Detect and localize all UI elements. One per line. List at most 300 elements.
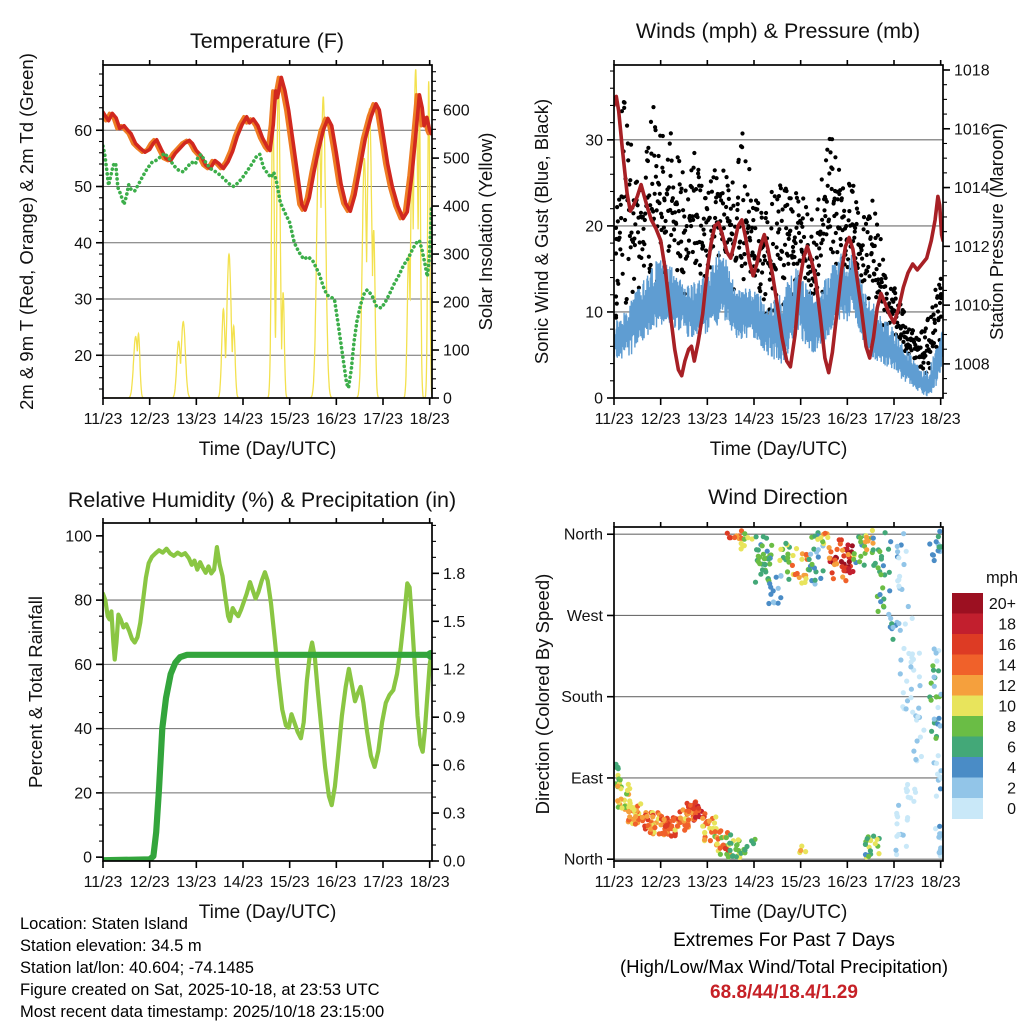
- gust-dot: [821, 238, 825, 242]
- gust-dot: [793, 235, 797, 239]
- solar_insolation-line: [103, 69, 432, 398]
- wind-direction-dot: [652, 825, 657, 830]
- gust-dot: [671, 196, 675, 200]
- y-tick-label: 0: [594, 390, 603, 408]
- gust-dot: [758, 289, 762, 293]
- wind-direction-dot: [841, 553, 846, 558]
- wind-direction-dot: [785, 555, 790, 560]
- wind-direction-dot: [896, 621, 901, 626]
- gust-dot: [820, 218, 824, 222]
- gust-dot: [639, 256, 643, 260]
- wind-direction-dot: [764, 536, 769, 541]
- gust-dot: [689, 224, 693, 228]
- wind-direction-dot: [932, 558, 937, 563]
- gust-dot: [667, 185, 671, 189]
- gust-dot: [742, 252, 746, 256]
- gust-dot: [887, 301, 891, 305]
- y-tick-label: 30: [585, 132, 603, 150]
- gust-dot: [867, 296, 871, 300]
- x-tick-label: 11/23: [83, 874, 123, 891]
- x-tick-label: 18/23: [409, 411, 450, 428]
- wind-direction-dot: [894, 821, 899, 826]
- gust-dot: [936, 309, 940, 313]
- gust-dot: [824, 232, 828, 236]
- y-tick-label: 1018: [954, 62, 990, 80]
- gust-dot: [928, 350, 932, 354]
- y-tick-label: 1.8: [443, 565, 466, 583]
- wind-direction-dot: [904, 679, 909, 684]
- gust-dot: [780, 207, 784, 211]
- x-tick-label: 15/23: [780, 874, 821, 891]
- gust-dot: [870, 251, 874, 255]
- wind-direction-dot: [937, 824, 942, 829]
- wind-direction-dot: [799, 557, 804, 562]
- y-tick-label: 1016: [954, 121, 990, 139]
- gust-dot: [831, 240, 835, 244]
- y-tick-label: 1.2: [443, 661, 466, 679]
- gust-dot: [777, 194, 781, 198]
- gust-dot: [740, 264, 744, 268]
- extremes-values: 68.8/44/18.4/1.29: [710, 982, 858, 1003]
- y-tick-label: 10: [585, 304, 603, 322]
- gust-dot: [639, 211, 643, 215]
- gust-dot: [678, 182, 682, 186]
- x-tick-label: 12/23: [640, 411, 681, 428]
- gust-dot: [697, 175, 701, 179]
- wind-direction-dot: [776, 586, 781, 591]
- gust-dot: [675, 202, 679, 206]
- gust-dot: [833, 155, 837, 159]
- wind-direction-dot: [730, 854, 735, 859]
- wind-direction-dot: [821, 568, 826, 573]
- y-tick-label: 60: [74, 656, 92, 674]
- gust-dot: [655, 208, 659, 212]
- gust-dot: [924, 326, 928, 330]
- extremes-summary: [574, 928, 994, 1006]
- gust-dot: [721, 191, 725, 195]
- gust-dot: [872, 272, 876, 276]
- wind-direction-dot: [678, 815, 683, 820]
- wind-direction-dot: [756, 554, 761, 559]
- legend-swatch: [952, 778, 983, 799]
- gust-dot: [933, 328, 937, 332]
- y-axis-title-left: 2m & 9m T (Red, Orange) & 2m Td (Green): [16, 53, 37, 410]
- gust-dot: [893, 291, 897, 295]
- wind-direction-dot: [628, 801, 633, 806]
- gust-dot: [894, 297, 898, 301]
- gust-dot: [810, 217, 814, 221]
- wind-direction-dot: [888, 539, 893, 544]
- gust-dot: [839, 243, 843, 247]
- wind-direction-dot: [760, 567, 765, 572]
- wind-direction-dot: [767, 581, 772, 586]
- y-tick-label: 1012: [954, 238, 990, 256]
- wind-direction-dot: [715, 841, 720, 846]
- gust-dot: [667, 244, 671, 248]
- gust-dot: [883, 284, 887, 288]
- legend-label: 0: [1007, 800, 1016, 818]
- wind-direction-dot: [898, 657, 903, 662]
- gust-dot: [681, 208, 685, 212]
- wind-direction-dot: [839, 559, 844, 564]
- gust-dot: [645, 150, 649, 154]
- chart-title: Temperature (F): [189, 29, 345, 53]
- x-tick-label: 11/23: [83, 411, 123, 428]
- legend-label: 8: [1007, 718, 1016, 736]
- wind-direction-dot: [727, 841, 732, 846]
- wind-direction-dot: [803, 576, 808, 581]
- legend-swatch: [952, 593, 983, 614]
- gust-dot: [759, 282, 763, 286]
- wind-direction-dot: [904, 844, 909, 849]
- gust-dot: [657, 154, 661, 158]
- gust-dot: [625, 124, 629, 128]
- gust-dot: [749, 199, 753, 203]
- gust-dot: [674, 222, 678, 226]
- wind-direction-dot: [934, 658, 939, 663]
- wind-direction-dot: [901, 690, 906, 695]
- gust-dot: [694, 259, 698, 263]
- gust-dot: [669, 233, 673, 237]
- wind-direction-dot: [878, 572, 883, 577]
- wind-direction-dot: [837, 537, 842, 542]
- wind-direction-dot: [702, 830, 707, 835]
- gust-dot: [934, 304, 938, 308]
- gust-dot: [731, 204, 735, 208]
- x-tick-label: 17/23: [362, 411, 404, 428]
- gust-dot: [901, 340, 905, 344]
- gust-dot: [834, 231, 838, 235]
- gust-dot: [771, 242, 775, 246]
- gust-dot: [665, 192, 669, 196]
- wind-direction-dot: [921, 728, 926, 733]
- wind-direction-dot: [908, 664, 913, 669]
- legend-swatch: [952, 798, 983, 819]
- wind-direction-dot: [870, 528, 875, 533]
- gust-dot: [831, 250, 835, 254]
- gust-dot: [691, 166, 695, 170]
- gust-dot: [794, 241, 798, 245]
- gust-dot: [797, 213, 801, 217]
- x-axis-title: Time (Day/UTC): [198, 439, 337, 460]
- wind-direction-dot: [756, 559, 761, 564]
- wind-direction-dot: [733, 847, 738, 852]
- gust-dot: [755, 207, 759, 211]
- x-tick-label: 18/23: [920, 874, 961, 891]
- legend-swatch: [952, 634, 983, 655]
- gust-dot: [786, 254, 790, 258]
- wind-direction-dot: [851, 557, 856, 562]
- gust-dot: [729, 223, 733, 227]
- gust-dot: [737, 246, 741, 250]
- gust-dot: [787, 237, 791, 241]
- wind-direction-dot: [886, 547, 891, 552]
- x-tick-label: 16/23: [827, 874, 868, 891]
- gust-dot: [862, 278, 866, 282]
- gust-dot: [827, 171, 831, 175]
- wind-direction-dot: [891, 625, 896, 630]
- gust-dot: [699, 272, 703, 276]
- y-tick-label: South: [561, 689, 603, 707]
- gust-dot: [747, 210, 751, 214]
- wind-direction-dot: [742, 847, 747, 852]
- x-tick-label: 12/23: [129, 411, 170, 428]
- gust-dot: [699, 184, 703, 188]
- wind-direction-dot: [876, 565, 881, 570]
- wind-direction-dot: [879, 554, 884, 559]
- gust-dot: [745, 192, 749, 196]
- gust-dot: [740, 131, 744, 135]
- wind-direction-dot: [864, 535, 869, 540]
- gust-dot: [686, 197, 690, 201]
- gust-dot: [651, 209, 655, 213]
- wind-direction-dot: [933, 736, 938, 741]
- gust-dot: [817, 246, 821, 250]
- x-axis-title: Time (Day/UTC): [198, 902, 337, 923]
- x-tick-label: 18/23: [920, 411, 961, 428]
- gust-dot: [658, 192, 662, 196]
- gust-dot: [846, 218, 850, 222]
- gust-dot: [794, 226, 798, 230]
- wind-direction-dot: [645, 814, 650, 819]
- y-axis-title-right: Solar Insolation (Yellow): [475, 132, 496, 331]
- gust-dot: [827, 218, 831, 222]
- gust-dot: [869, 235, 873, 239]
- gust-dot: [763, 292, 767, 296]
- gust-dot: [805, 212, 809, 216]
- legend-label: 12: [998, 677, 1016, 695]
- gust-dot: [668, 174, 672, 178]
- wind-direction-dot: [901, 531, 906, 536]
- y-tick-label: 20: [74, 785, 92, 803]
- gust-dot: [794, 191, 798, 195]
- wind-direction-dot: [895, 549, 900, 554]
- wind-direction-dot: [916, 706, 921, 711]
- wind-direction-dot: [929, 729, 934, 734]
- gust-dot: [666, 158, 670, 162]
- x-tick-label: 18/23: [409, 874, 450, 891]
- gust-dot: [866, 265, 870, 269]
- gust-dot: [785, 203, 789, 207]
- gust-dot: [938, 286, 942, 290]
- wind-direction-dot: [754, 547, 759, 552]
- gust-dot: [629, 245, 633, 249]
- x-tick-label: 15/23: [780, 411, 821, 428]
- y-tick-label: 50: [74, 179, 92, 196]
- gust-dot: [692, 151, 696, 155]
- wind-direction-dot: [777, 558, 782, 563]
- gust-dot: [622, 101, 626, 105]
- gust-dot: [861, 263, 865, 267]
- wind-direction-dot: [718, 828, 723, 833]
- gust-dot: [625, 297, 629, 301]
- y-tick-label: 80: [74, 592, 92, 610]
- wind-direction-dot: [816, 554, 821, 559]
- gust-dot: [797, 231, 801, 235]
- x-tick-label: 13/23: [176, 411, 217, 428]
- gust-dot: [848, 183, 852, 187]
- wind-direction-dot: [876, 609, 881, 614]
- gust-dot: [683, 189, 687, 193]
- gust-dot: [679, 187, 683, 191]
- station-location: Location: Staten Island: [20, 915, 188, 933]
- gust-dot: [615, 302, 619, 306]
- gust-dot: [763, 258, 767, 262]
- wind-direction-dot: [896, 584, 901, 589]
- wind-direction-dot: [858, 554, 863, 559]
- wind-direction-dot: [831, 576, 836, 581]
- wind-direction-dot: [751, 841, 756, 846]
- wind-direction-dot: [794, 546, 799, 551]
- gust-dot: [825, 200, 829, 204]
- wind-direction-dot: [691, 806, 696, 811]
- gust-dot: [824, 158, 828, 162]
- legend-swatch: [952, 757, 983, 778]
- gust-dot: [616, 219, 620, 223]
- wind-direction-dot: [894, 813, 899, 818]
- gust-dot: [853, 230, 857, 234]
- gust-dot: [682, 214, 686, 218]
- gust-dot: [876, 233, 880, 237]
- gust-dot: [875, 223, 879, 227]
- gust-dot: [626, 257, 630, 261]
- gust-dot: [774, 245, 778, 249]
- gust-dot: [791, 245, 795, 249]
- gust-dot: [632, 237, 636, 241]
- gust-dot: [760, 216, 764, 220]
- gust-dot: [774, 267, 778, 271]
- wind-direction-dot: [898, 628, 903, 633]
- wind-direction-dot: [864, 547, 869, 552]
- gust-dot: [859, 273, 863, 277]
- legend-label: 14: [998, 657, 1016, 675]
- gust-dot: [673, 210, 677, 214]
- gust-dot: [842, 214, 846, 218]
- gust-dot: [623, 218, 627, 222]
- wind-direction-dot: [767, 561, 772, 566]
- wind-direction-dot: [908, 695, 913, 700]
- gust-dot: [865, 230, 869, 234]
- gust-dot: [787, 233, 791, 237]
- gust-dot: [691, 218, 695, 222]
- wind-direction-dot: [862, 563, 867, 568]
- gust-dot: [660, 166, 664, 170]
- gust-dot: [792, 255, 796, 259]
- gust-dot: [801, 216, 805, 220]
- gust-dot: [932, 341, 936, 345]
- y-tick-label: 100: [65, 528, 92, 546]
- gust-dot: [629, 143, 633, 147]
- wind-direction-dot: [818, 576, 823, 581]
- wind-direction-dot: [776, 601, 781, 606]
- gust-dot: [862, 215, 866, 219]
- gust-dot: [917, 338, 921, 342]
- y-tick-label: 100: [443, 342, 470, 360]
- gust-dot: [762, 254, 766, 258]
- gust-dot: [748, 238, 752, 242]
- gust-dot: [636, 230, 640, 234]
- gust-dot: [663, 219, 667, 223]
- wind-direction-dot: [887, 570, 892, 575]
- gust-dot: [661, 170, 665, 174]
- wind-direction-dot: [868, 848, 873, 853]
- wind-direction-dot: [707, 818, 712, 823]
- chart-title: Relative Humidity (%) & Precipitation (in): [67, 488, 457, 512]
- wind-direction-dot: [625, 788, 630, 793]
- gust-dot: [911, 329, 915, 333]
- gust-dot: [938, 301, 942, 305]
- wind-direction-dot: [825, 535, 830, 540]
- gust-dot: [735, 216, 739, 220]
- gust-dot: [632, 277, 636, 281]
- gust-dot: [672, 227, 676, 231]
- y-tick-label: East: [570, 770, 603, 788]
- wind-direction-dot: [909, 660, 914, 665]
- wind-direction-dot: [631, 807, 636, 812]
- gust-dot: [677, 159, 681, 163]
- x-tick-label: 17/23: [873, 411, 915, 428]
- y-tick-label: 20: [585, 218, 603, 236]
- gust-dot: [870, 199, 874, 203]
- gust-dot: [877, 263, 881, 267]
- gust-dot: [660, 215, 664, 219]
- wind-direction-dot: [633, 821, 638, 826]
- wind-direction-dot: [871, 536, 876, 541]
- gust-dot: [816, 197, 820, 201]
- wind-direction-dot: [858, 535, 863, 540]
- gust-dot: [921, 361, 925, 365]
- wind-direction-dot: [863, 842, 868, 847]
- gust-dot: [615, 205, 619, 209]
- y-tick-label: 200: [443, 294, 470, 312]
- gust-dot: [649, 120, 653, 124]
- gust-dot: [779, 186, 783, 190]
- x-tick-label: 14/23: [733, 874, 775, 891]
- gust-dot: [874, 267, 878, 271]
- wind-direction-dot: [934, 794, 939, 799]
- gust-dot: [713, 216, 717, 220]
- y-axis-title-left: Sonic Wind & Gust (Blue, Black): [531, 98, 552, 365]
- gust-dot: [699, 224, 703, 228]
- gust-dot: [854, 222, 858, 226]
- gust-dot: [698, 188, 702, 192]
- wind-direction-dot: [700, 816, 705, 821]
- wind-direction-dot: [873, 561, 878, 566]
- wind-direction-dot: [728, 848, 733, 853]
- gust-dot: [861, 243, 865, 247]
- wind-direction-dot: [809, 562, 814, 567]
- gust-dot: [815, 207, 819, 211]
- gust-dot: [865, 269, 869, 273]
- gust-dot: [791, 249, 795, 253]
- wind-direction-dot: [638, 801, 643, 806]
- wind-direction-dot: [615, 784, 620, 789]
- y-tick-label: 40: [74, 235, 92, 253]
- gust-dot: [762, 297, 766, 301]
- y-tick-label: 30: [74, 291, 92, 309]
- relative_humidity-line: [103, 547, 431, 805]
- gust-dot: [671, 185, 675, 189]
- wind-direction-dot: [932, 717, 937, 722]
- wind-direction-dot: [663, 831, 668, 836]
- gust-dot: [618, 247, 622, 251]
- gust-dot: [884, 276, 888, 280]
- wind-direction-dot: [877, 592, 882, 597]
- gust-dot: [654, 164, 658, 168]
- legend-label: 18: [998, 616, 1016, 634]
- humidity_precip-chart: [25, 488, 465, 923]
- wind-direction-dot: [799, 580, 804, 585]
